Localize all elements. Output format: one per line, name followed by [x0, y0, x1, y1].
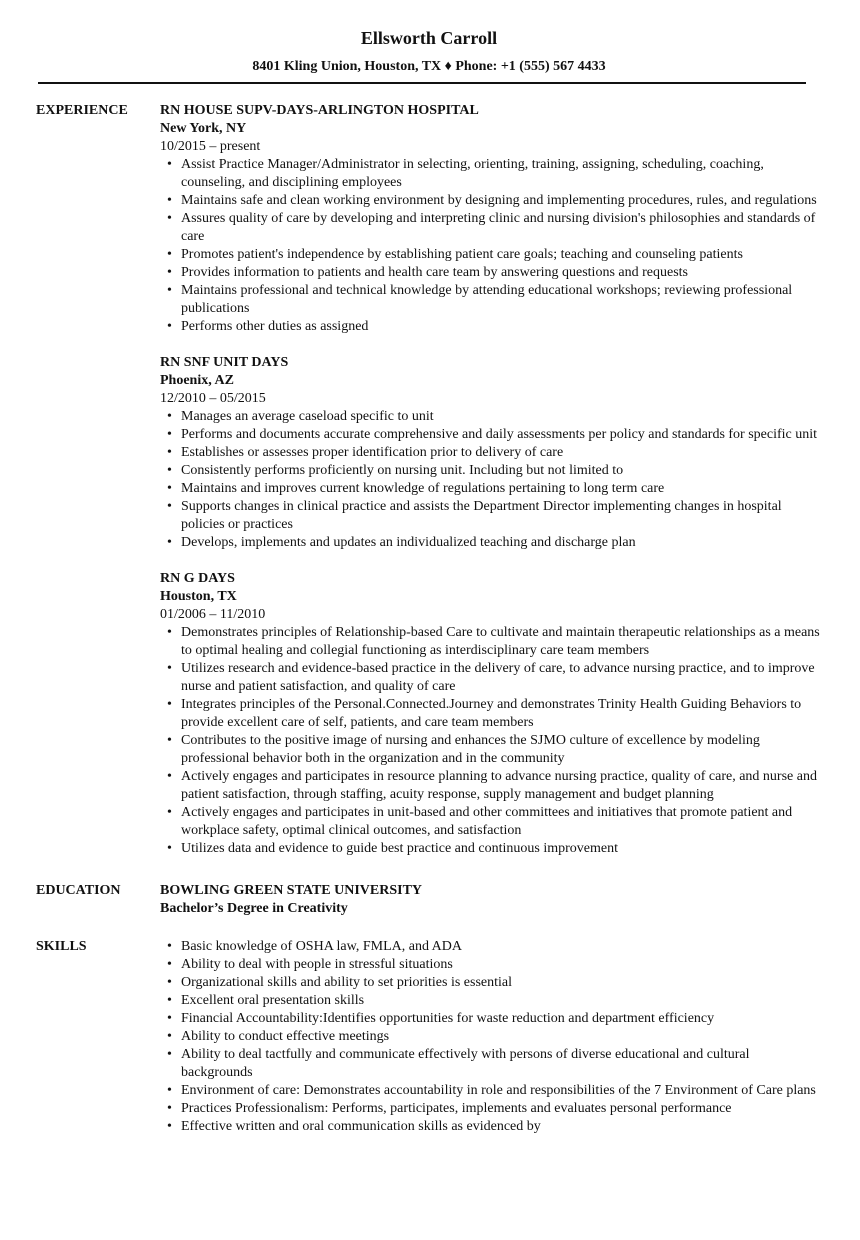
school-name: BOWLING GREEN STATE UNIVERSITY — [160, 883, 423, 898]
list-item: • Environment of care: Demonstrates accountability in role and responsibilities of the 7 Environment of Care plans — [181, 1082, 822, 1100]
list-item: • Effective written and oral communication skills as evidenced by — [181, 1118, 822, 1136]
list-item: • Consistently performs proficiently on nursing unit. Including but not limited to — [181, 462, 822, 480]
experience-label: EXPERIENCE — [36, 103, 128, 118]
job-entry — [160, 354, 822, 552]
list-item: • Promotes patient's independence by establishing patient care goals; teaching and counseling patients — [181, 246, 822, 264]
job-title: RN SNF UNIT DAYS — [160, 355, 289, 370]
list-item: • Excellent oral presentation skills — [181, 992, 822, 1010]
skills-label: SKILLS — [36, 939, 87, 954]
list-item: • Practices Professionalism: Performs, participates, implements and evaluates personal performance — [181, 1100, 822, 1118]
degree-name: Bachelor’s Degree in Creativity — [160, 901, 348, 916]
list-item: • Maintains professional and technical knowledge by attending educational workshops; reviewing professional publications — [181, 282, 822, 318]
list-item: • Maintains safe and clean working environment by designing and implementing procedures, rules, and regulations — [181, 192, 822, 210]
job-entry — [160, 102, 822, 336]
list-item: • Ability to deal tactfully and communicate effectively with persons of diverse educational and cultural backgrounds — [181, 1046, 822, 1082]
list-item: • Utilizes data and evidence to guide best practice and continuous improvement — [181, 840, 822, 858]
list-item: • Financial Accountability:Identifies opportunities for waste reduction and department efficiency — [181, 1010, 822, 1028]
list-item: • Assist Practice Manager/Administrator in selecting, orienting, training, assigning, scheduling, coaching, counseling, and disciplining employees — [181, 156, 822, 192]
list-item: • Actively engages and participates in resource planning to advance nursing practice, quality of care, and nurse and patient satisfaction, through staffing, acuity response, supply management and budget planning — [181, 768, 822, 804]
list-item: • Utilizes research and evidence-based practice in the delivery of care, to advance nursing practice, and to improve nurse and patient satisfaction, and quality of care — [181, 660, 822, 696]
experience-section — [36, 102, 822, 876]
job-entry — [160, 570, 822, 858]
education-label: EDUCATION — [36, 883, 121, 898]
job-duties-list — [160, 156, 822, 336]
job-title: RN HOUSE SUPV-DAYS-ARLINGTON HOSPITAL — [160, 103, 479, 118]
job-duties-list — [160, 624, 822, 858]
list-item: • Performs other duties as assigned — [181, 318, 822, 336]
education-body — [160, 882, 822, 918]
list-item: • Provides information to patients and health care team by answering questions and requests — [181, 264, 822, 282]
skills-section — [36, 938, 822, 1136]
job-dates: 12/2010 – 05/2015 — [160, 391, 266, 406]
list-item: • Contributes to the positive image of nursing and enhances the SJMO culture of excellence by modeling professional behavior both in the organization and in the community — [181, 732, 822, 768]
list-item: • Performs and documents accurate comprehensive and daily assessments per policy and standards for specific unit — [181, 426, 822, 444]
list-item: • Establishes or assesses proper identification prior to delivery of care — [181, 444, 822, 462]
list-item: • Manages an average caseload specific to unit — [181, 408, 822, 426]
resume-header — [36, 26, 822, 84]
job-title: RN G DAYS — [160, 571, 235, 586]
list-item: • Assures quality of care by developing and interpreting clinic and nursing division's philosophies and standards of care — [181, 210, 822, 246]
candidate-name: Ellsworth Carroll — [360, 28, 498, 48]
list-item: • Integrates principles of the Personal.Connected.Journey and demonstrates Trinity Health Guiding Behaviors to provide excellent care of self, patients, and care team members — [181, 696, 822, 732]
education-section — [36, 882, 822, 918]
list-item: • Organizational skills and ability to set priorities is essential — [181, 974, 822, 992]
job-duties-list — [160, 408, 822, 552]
list-item: • Develops, implements and updates an individualized teaching and discharge plan — [181, 534, 822, 552]
job-dates: 01/2006 – 11/2010 — [160, 607, 266, 622]
header-divider — [38, 82, 806, 84]
job-dates: 10/2015 – present — [160, 139, 261, 154]
list-item: • Basic knowledge of OSHA law, FMLA, and ADA — [181, 938, 822, 956]
job-location: New York, NY — [160, 121, 247, 136]
list-item: • Supports changes in clinical practice and assists the Department Director implementing changes in hospital policies or practices — [181, 498, 822, 534]
experience-body — [160, 102, 822, 876]
skills-list — [160, 938, 822, 1136]
list-item: • Actively engages and participates in unit-based and other committees and initiatives that promote patient and workplace safety, optimal clinical outcomes, and satisfaction — [181, 804, 822, 840]
skills-body — [160, 938, 822, 1136]
list-item: • Ability to conduct effective meetings — [181, 1028, 822, 1046]
contact-line: 8401 Kling Union, Houston, TX ♦ Phone: +1 (555) 567 4433 — [252, 59, 606, 74]
job-location: Phoenix, AZ — [160, 373, 234, 388]
list-item: • Maintains and improves current knowledge of regulations pertaining to long term care — [181, 480, 822, 498]
job-location: Houston, TX — [160, 589, 237, 604]
list-item: • Ability to deal with people in stressful situations — [181, 956, 822, 974]
list-item: • Demonstrates principles of Relationship-based Care to cultivate and maintain therapeutic relationships as a means to optimal healing and collegial functioning as interdisciplinary care team members — [181, 624, 822, 660]
